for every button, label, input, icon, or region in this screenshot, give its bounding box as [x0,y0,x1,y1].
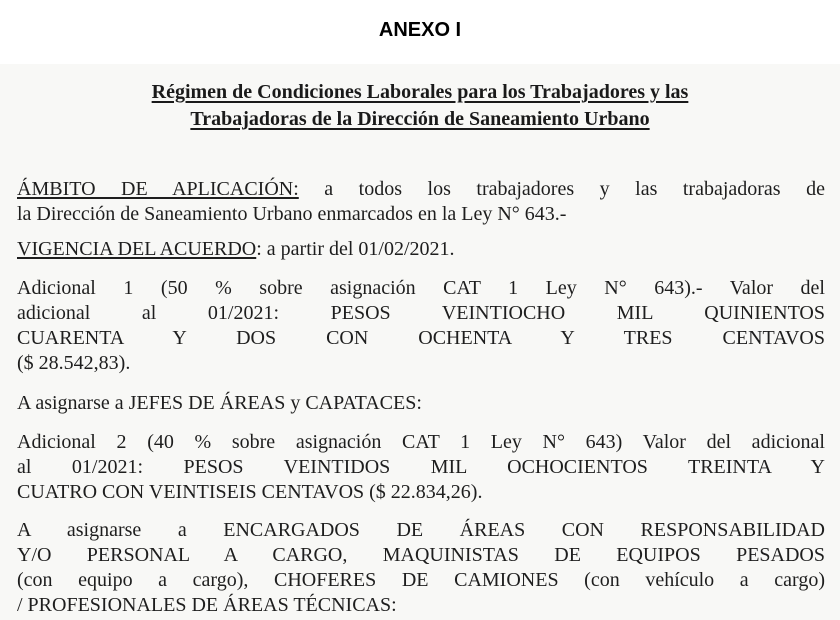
vigencia-label: VIGENCIA DEL ACUERDO [17,238,257,260]
ambito-line-2: la Dirección de Saneamiento Urbano enmarcados en la Ley N° 643.- [17,203,567,225]
title-line-2: Trabajadoras de la Dirección de Saneamiento Urbano [190,108,650,130]
encargados-line-3: (con equipo a cargo), CHOFERES DE CAMIONES (con vehículo a cargo) [17,569,825,591]
adicional1-line-3: CUARENTA Y DOS CON OCHENTA Y TRES CENTAVOS [17,327,825,349]
annex-heading: ANEXO I [378,19,462,41]
adicional1-line-4: ($ 28.542,83). [17,352,131,374]
adicional1-line-1: Adicional 1 (50 % sobre asignación CAT 1 Ley N° 643).- Valor del [17,277,825,299]
paragraph-adicional-1 [17,276,825,376]
ambito-line-1 [17,177,825,202]
vigencia-text: : a partir del 01/02/2021. [256,238,455,260]
paragraph-ambito [17,177,825,227]
paragraph-encargados [17,518,825,618]
adicional2-line-3: CUATRO CON VEINTISEIS CENTAVOS ($ 22.834,26). [17,481,483,503]
title-line-1: Régimen de Condiciones Laborales para los Trabajadores y las [151,81,689,103]
paragraph-jefes [17,391,825,416]
jefes-line: A asignarse a JEFES DE ÁREAS y CAPATACES: [17,392,422,414]
paragraph-adicional-2 [17,430,825,505]
ambito-text-1: a todos los trabajadores y las trabajadoras de [298,178,825,200]
document-title [0,79,840,133]
ambito-label: ÁMBITO DE APLICACIÓN: [17,178,299,200]
encargados-line-1: A asignarse a ENCARGADOS DE ÁREAS CON RESPONSABILIDAD [17,519,825,541]
encargados-line-2: Y/O PERSONAL A CARGO, MAQUINISTAS DE EQUIPOS PESADOS [17,544,825,566]
encargados-line-4: / PROFESIONALES DE ÁREAS TÉCNICAS: [17,594,397,616]
paragraph-vigencia [17,237,825,262]
adicional1-line-2: adicional al 01/2021: PESOS VEINTIOCHO MIL QUINIENTOS [17,302,825,324]
adicional2-line-1: Adicional 2 (40 % sobre asignación CAT 1 Ley N° 643) Valor del adicional [17,431,825,453]
vigencia-line [17,237,825,262]
adicional2-line-2: al 01/2021: PESOS VEINTIDOS MIL OCHOCIENTOS TREINTA Y [17,456,825,478]
